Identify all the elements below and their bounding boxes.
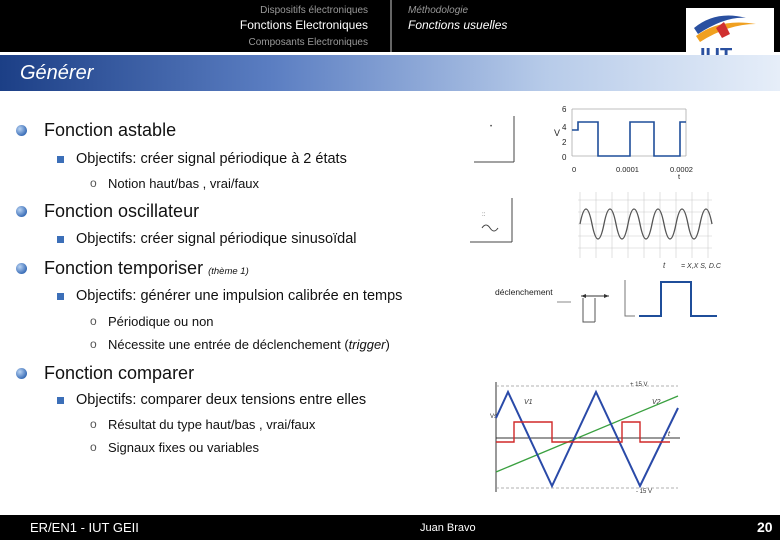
astable-xlabel: t — [678, 172, 681, 181]
heading-astable: Fonction astable — [44, 120, 177, 140]
astable-xtick-1: 0.0001 — [616, 165, 639, 174]
compare-figure — [488, 378, 684, 496]
header-usual-functions[interactable]: Fonctions usuelles — [408, 18, 508, 32]
note-astable-1: o Notion haut/bas , vrai/faux — [108, 176, 259, 191]
heading-temporiser-note: (thème 1) — [208, 266, 249, 277]
astable-xtick-2: 0.0002 — [670, 165, 693, 174]
tempo-figure — [485, 258, 725, 330]
objective-temporiser: Objectifs: générer une impulsion calibrée en temps — [76, 288, 403, 304]
astable-ytick-6: 6 — [562, 105, 567, 114]
objective-comparer: Objectifs: comparer deux tensions entre elles — [76, 392, 367, 408]
header-left — [0, 0, 390, 52]
header-breadcrumb-3[interactable]: Composants Electroniques — [248, 37, 368, 48]
heading-oscillateur: Fonction oscillateur — [44, 201, 200, 221]
header-methodology[interactable]: Méthodologie — [408, 5, 469, 16]
header-breadcrumb-1[interactable]: Dispositifs électroniques — [260, 5, 368, 16]
header-divider — [390, 0, 392, 52]
footer-course: ER/EN1 - IUT GEII — [30, 520, 139, 535]
compare-top-label: + 15 V — [630, 382, 648, 388]
title-band — [0, 55, 780, 91]
compare-v2-label: V2 — [652, 399, 661, 406]
astable-ytick-2: 2 — [562, 138, 567, 147]
tempo-t-label: t — [663, 261, 666, 270]
astable-ytick-0: 0 — [562, 153, 567, 162]
note-temporiser-2-trigger: trigger — [348, 337, 386, 352]
svg-text:•: • — [490, 124, 493, 130]
compare-bottom-label: - 15 V — [636, 489, 653, 495]
note-temporiser-2 — [108, 337, 390, 352]
heading-temporiser-text: Fonction temporiser — [44, 258, 204, 278]
footer-author: Juan Bravo — [420, 522, 476, 534]
page-number: 20 — [757, 519, 773, 535]
svg-text:::: :: — [482, 212, 486, 218]
tempo-trigger-label: déclenchement — [495, 287, 553, 297]
note-temporiser-2-text: Nécessite une entrée de déclenchement ( — [108, 337, 349, 352]
page-title: Générer — [20, 62, 94, 84]
compare-v1-label: V1 — [524, 399, 533, 406]
note-temporiser-1: o Périodique ou non — [108, 314, 214, 329]
note-comparer-2: o Signaux fixes ou variables — [108, 440, 259, 455]
compare-vs-label: Vs — [490, 414, 498, 420]
objective-astable: Objectifs: créer signal périodique à 2 états — [76, 151, 347, 167]
astable-ytick-4: 4 — [562, 123, 567, 132]
oscillator-figure — [468, 188, 718, 262]
header-breadcrumb-current[interactable]: Fonctions Electroniques — [239, 18, 368, 32]
heading-comparer: Fonction comparer — [44, 363, 195, 383]
note-comparer-1: o Résultat du type haut/bas , vrai/faux — [108, 417, 315, 432]
note-temporiser-2-close: ) — [385, 337, 390, 352]
astable-figure — [468, 100, 700, 182]
astable-ylabel: V — [554, 128, 561, 138]
tempo-duration-label: = X,X S, D.C — [681, 263, 721, 270]
objective-oscillateur: Objectifs: créer signal périodique sinusoïdal — [76, 231, 357, 247]
astable-xtick-0: 0 — [572, 165, 577, 174]
heading-temporiser — [44, 258, 249, 279]
compare-t-label: t — [668, 431, 670, 438]
